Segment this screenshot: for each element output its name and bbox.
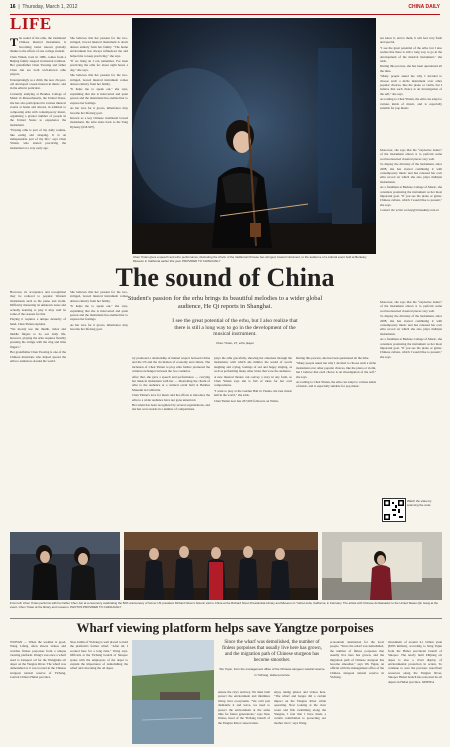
article-divider <box>10 618 442 619</box>
paragraph: investment of around 4.1 billion yuan ($585 million), according to Xing Yajun from the Hubei provincial branch of Sinopec. The newly built Zhijiang oil depot is also a vivid display of environmental protection in action. To continue to save the precious waterfront resources along the Yangtze River, Sinopec Hubei branch has relocated its oil depots in Hubei province. XINHUA <box>388 640 442 684</box>
issue-date: Thursday, March 1, 2012 <box>22 4 78 10</box>
article2-pull-quote <box>218 640 326 678</box>
paragraph: Chen Yinian now has 267,000 followers on Weibo. <box>214 398 279 403</box>
paragraph: A new musical theater can convey a story in any form, so Chen Yinian says she is full of ideas for her own compositions. <box>214 374 292 388</box>
writer-contact: Contact the writer at heqi@chinadaily.com.cn <box>380 208 440 213</box>
pull-quote-text: I see the great potential of the erhu, but I also realize that there is still a long way to go in the development of the musical instrument. <box>172 318 298 338</box>
paragraph: Her grandfather Chen Yaoxing is one of the Chinese musicians who helped spread the erhu to audiences around the world. <box>10 350 66 364</box>
paragraph: "I see the great potential of the erhu, but I also realize that there is still a long way to go in the development of the musical instrument," she adds. <box>380 45 442 64</box>
paragraph: During this process, she has been questioned all the time. <box>380 64 442 73</box>
paragraph: After that, she gave a speech and performance — carrying her musical instrument with her — illustrating the charm of erhu to the audience at a cultural event held at Berklee Museum in California. <box>132 374 210 392</box>
paragraph: As her love for it grows, inheritance may become her lifelong goal. <box>70 106 128 115</box>
publication-name: CHINA DAILY <box>408 4 440 10</box>
paragraph: "We mostly use the thumb, index and middle fingers to do our daily life, however, playing the erhu requires flexibly pressing the strings with the ring and little fingers." <box>10 327 66 349</box>
article2-column-2 <box>70 640 128 744</box>
paragraph: "Playing erhu is part of my daily routine, like eating and sleeping. It is an indispensable part of my life," says Chen Yinian, who started practicing the instrument at a very early age. <box>10 128 66 150</box>
drop-cap: T <box>10 36 19 49</box>
wharf-viewing-platform-photo <box>132 640 214 744</box>
paragraph: During this process, she has been questioned all the time. <box>296 356 370 360</box>
paragraph: try promoted a relationship of mutual respect between China and the US and the circulation of economy and culture. The inclusion of Chen Yinian to play erhu further promoted the cultural exchanges between the two countries. <box>132 356 210 374</box>
paragraph: However, its acceptance and recognition may be reduced to popular Western instruments such as the piano and violin. Difficulty mastering its unknown tones and actually learning to play it may well be some of the reasons for this. <box>10 290 66 317</box>
paragraph: To display the diversity of the instrument, since 2008, she has started combining it with contemporary music and has released her own erhu record on which she also plays multiple instruments. <box>380 162 442 184</box>
article2-column-5 <box>330 640 384 744</box>
paragraph: plays the erhu gracefully, showing her emotions through the instrument, with which she mimics the sound of words laughing and crying, feelings of sad and happy singing, as well as performing many other tricks that wow the audience. <box>214 356 292 374</box>
paragraph: To display the diversity of the instrument, since 2008, she has started combining it with contemporary music and has released her own erhu record on which she also plays multiple instruments. <box>380 314 442 336</box>
paragraph: Known as a key Chinese traditional bowed instrument, the erhu dates back to the Tang Dynasty (618-907). <box>70 115 128 129</box>
paragraph: WUHAN — When the weather is good, Wang Lifeng often shoots videos and watches finless porpoises from a unique viewing platform. Wang's was once a wharf used to transport oil for the Wangjiahe oil depot on the Yangtze River. The wharf was demolished as it was located in the Chinese sturgeon natural reserve of Yichang, Central China's Hubei province. <box>10 640 66 680</box>
article2-column-4 <box>274 690 326 744</box>
section-title: LIFE <box>10 14 52 33</box>
photo-library-museum <box>322 532 442 600</box>
paragraph: She believes that her passion for the two-stringed, bowed musical instrument is down almost entirely from her family. "The home environment has always influenced me and helped me to keep practicing," she says. <box>70 36 128 58</box>
paragraph: Playing it requires a unique dexterity of hand, Chen Yinian explains. <box>10 317 66 326</box>
article2-headline: Wharf viewing platform helps save Yangtze porpoises <box>76 620 374 635</box>
article1-headline: The sound of China <box>115 263 335 292</box>
pull-quote-attribution: Chen Yinian, 27, erhu player <box>216 340 254 345</box>
paragraph: "If we bring an I can remember, I've been practicing the erhu for about eight hours a day," she says. <box>70 59 128 72</box>
qr-code-label: Watch the video by scanning the code <box>407 499 432 507</box>
paragraph: Moreover, she says that the "explosive nature" of the instrument allows it to perform some world-renowned classical pieces very well. <box>380 148 442 161</box>
page-header: 16 | Thursday, March 1, 2012 CHINA DAILY <box>10 4 440 14</box>
article1-column-1 <box>10 36 66 282</box>
paragraph: "Many people asked me why I decided to choose such a niche instrument over other popular choices, like the piano or violin, but I believe that each choice is an investigation of the self," she says. <box>380 74 442 96</box>
article1-column-2 <box>70 36 128 282</box>
paragraph: Moreover, she says that the "explosive nature" of the instrument allows it to perform some world-renowned classical pieces very well. <box>380 300 442 313</box>
main-photo-caption: Chen Yinian gives a speech and erhu performance, illustrating the charm of the traditional Chinese two-stringed, bowed instrument, to the audience of a cultural event held at Berkeley Museum in California earlier this year. PROVIDED TO CHINA DAILY <box>133 255 367 263</box>
paragraph: "Many people asked me why I decided to choose such a niche instrument over other popular choices, like the piano or violin, but I believe that each choice is an investigation of the self," she says. <box>296 361 376 379</box>
paragraph: Her talent has been recognized by several organizations, and she has won awards in a number of competitions. <box>132 403 210 412</box>
paragraph: Currently studying at Berklee College of Music in Massachusetts, the United States, she has also participated in various musical events at home and abroad, in addition to composing erhu with contemporary music, organizing a greater number of people in the United States to experience the instrument. <box>10 91 66 127</box>
article1-column-3 <box>10 290 66 530</box>
paragraph: ecotourism destination for the local people. "Since the wharf was demolished, the number of finless porpoises that usually live here has grown, and the migration path of Chinese sturgeon has become smoother," says Wu Yujun, an official with the management office of the Chinese sturgeon natural reserve in Yichang. <box>330 640 384 680</box>
paragraph: Chen Yinian's love for music and her efforts to introduce the erhu to a wider audience have not gone unnoticed. <box>132 393 210 402</box>
paragraph: "I want to play at the Golden Hall in Vienna, the best music hall in the world," she adds. <box>214 388 292 398</box>
paragraph: As a freshman at Berklee College of Music, she considers promoting the instrument as her most important goal. "If you see the piano or guitar, Chinese culture, which I would like to present," she says. <box>380 185 442 207</box>
paragraph: enjoy taking photos and videos here. "The wharf and barges did a certain impact on the Yangtze River while operating. Now looking at the clear water and fish swimming along the Yangtze, I feel that I have made a certain contribution to protecting our mother river," says Wang. <box>274 690 326 725</box>
photo-group-ambassador <box>124 532 318 600</box>
paragraph: As a freshman at Berklee College of Music, she considers promoting the instrument as her most important goal. "If you see the piano or guitar, Chinese culture, which I would like to present," she says. <box>380 337 442 359</box>
erhu-performance-photo <box>132 18 376 254</box>
article1-column-6 <box>380 36 442 144</box>
paragraph: Unsurprisingly as a child, the now 26-year-old developed a keen interest in music, and in the erhu in particular. <box>10 77 66 91</box>
article1-column-8 <box>380 300 442 490</box>
pull-quote-attribution: Wu Yujun, from the management office of the Chinese sturgeon natural reserve in Yichang, Hubei province <box>219 667 325 677</box>
paragraph: "It helps me to speak out," she says, explaining that she is introverted and quiet person and the instrument has enabled her to express her feelings. <box>70 87 128 105</box>
page-number: 16 <box>10 4 16 10</box>
article2-column-1 <box>10 640 66 744</box>
qr-code[interactable] <box>382 498 406 522</box>
article1-column-5b <box>296 356 376 532</box>
article2-column-6 <box>388 640 442 744</box>
photo-father-daughter <box>10 532 120 600</box>
bottom-photos-caption: From left: Chen Yinian performs with her father Chen Jun at a ceremony celebrating the 50th anniversary of former US president Richard Nixon's historic visit to China at the Richard Nixon Presidential Library and Museum in Yorba Linda, California, in February. The artists with Chinese Ambassador to the United States Qin Gang at the event. Chen Yinian at the library and museum. PHOTOS PROVIDED TO CHINA DAILY <box>10 601 438 609</box>
paragraph: ensure the city's territory. We must both protect the environment and minimize living river ecosystems. "We can't just dismantle it and leave, we need to protect the environment at the same time for future generations," says Xiao Jinbao, head of the Yichang branch of the Yangtze River conservation. <box>218 690 270 725</box>
paragraph: Chen Yinian, born in 1986, comes from a Beijing family steeped in musical tradition. Her grandfather Chen Yaoxing and father Chen Jun are both well-known erhu players. <box>10 54 66 77</box>
paragraph: She believes that her passion for the two-stringed, bowed musical instrument comes almost entirely from her family. <box>70 73 128 87</box>
article1-pull-quote <box>170 318 300 346</box>
paragraph: According to Chen Yinian, the erhu can adapt to various kinds of music, and is especially suitable for pop music. <box>296 380 376 389</box>
intro-text: he sound of the erhu, the traditional Chinese musical instrument, is becoming better known globally thanks to the efforts of one college student. <box>10 36 66 54</box>
paragraph: She believes that her passion for the two-stringed, bowed musical instrument comes almost entirely from her family. <box>70 290 128 303</box>
article1-dek: Student's passion for the erhu brings its beautiful melodies to a wider global audience, He Qi reports in Shanghai. <box>127 295 323 310</box>
article1-column-5 <box>214 356 292 532</box>
paragraph: As her love for it grows, inheritance may become her lifelong goal. <box>70 322 128 332</box>
pull-quote-text: Since the wharf was demolished, the number of finless porpoises that usually live here has grown, and the migration path of Chinese sturgeon has become smoother. <box>222 640 322 663</box>
paragraph: not know it, and to them, it will feel very fresh and special. <box>380 36 442 45</box>
article2-column-3 <box>218 690 270 744</box>
paragraph: According to Chen Yinian, the erhu can adapt to various kinds of music, and is especially suitable for pop music. <box>380 97 442 111</box>
paragraph: "It helps me to speak out," she says, explaining that she is introverted and quiet person and the instrument has enabled her to express her feelings. <box>70 304 128 322</box>
article1-column-3b <box>70 290 128 530</box>
article1-column-7 <box>380 148 442 260</box>
paragraph: Xiao Junlin of Yichang is well placed to hold the platform's former wharf. "After all, I worked here for a long time," Wang says. Officials at the Yichang branch of Sinopec spoke with the employees of the depot to explain the importance of demolishing the wharf and relocating the oil depot. <box>70 640 128 671</box>
article1-column-4 <box>132 356 210 532</box>
